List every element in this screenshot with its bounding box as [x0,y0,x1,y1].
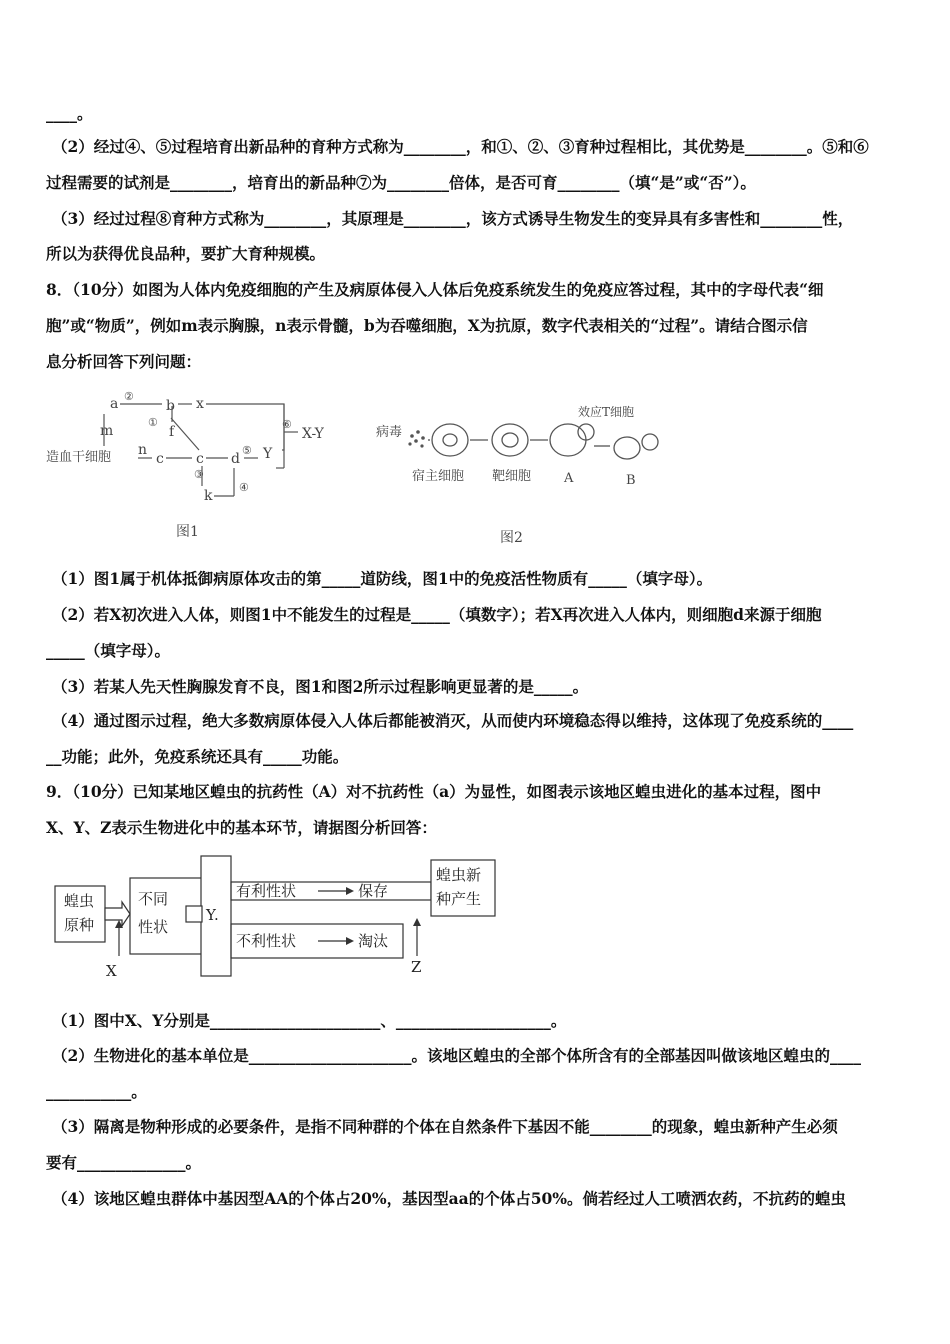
text-line: （3）隔离是物种形成的必要条件，是指不同种群的个体在自然条件下基因不能________的现象，蝗虫新种产生必须 [52,1117,838,1136]
text-line: __功能；此外，免疫系统还具有_____功能。 [46,747,349,766]
label-eliminate: 淘汰 [358,932,389,950]
fig2-cell-B [614,437,640,459]
label-Y: Y. [206,906,219,924]
question-9-stem: 9．（10分）已知某地区蝗虫的抗药性（A）对不抗药性（a）为显性，如图表示该地区蝗虫进化的基本过程，图中 [46,782,822,801]
fig1-label-XY: X-Y [302,426,324,442]
label-origin-1: 蝗虫 [64,892,95,910]
label-favorable: 有利性状 [236,882,297,900]
label-different-1: 不同 [138,890,169,908]
fig2-host-cell [432,424,468,456]
hollow-arrow [105,902,130,926]
text-line: 胞”或“物质”，例如m表示胸腺，n表示骨髓，b为吞噬细胞，X为抗原，数字代表相关的“过程”。请结合图示信 [46,316,808,335]
label-X: X [106,962,117,980]
fig1-process-1: ① [148,416,158,429]
fig1-label-f: f [169,424,175,440]
text-line: （3）经过过程⑧育种方式称为________，其原理是________，该方式诱导生物发生的变异具有多害性和________性， [52,209,854,228]
fig2-target-cell [492,424,528,456]
text-line: （2）经过④、⑤过程培育出新品种的育种方式称为________，和①、②、③育种过程相比，其优势是________。⑤和⑥ [52,137,869,156]
question-8-stem: 8．（10分）如图为人体内免疫细胞的产生及病原体侵入人体后免疫系统发生的免疫应答过程，其中的字母代表“细 [46,280,824,299]
fig1-label-k: k [204,488,213,504]
label-unfavorable: 不利性状 [236,932,297,950]
figure-3-evolution-diagram [52,852,500,980]
label-origin-2: 原种 [64,916,95,934]
label-Z: Z [411,958,422,976]
fig1-process-5: ⑤ [242,444,252,457]
figure-1-immune-diagram [44,388,354,548]
figure-2-cell-diagram [372,396,672,548]
text-line: （3）若某人先天性胸腺发育不良，图1和图2所示过程影响更显著的是_____。 [52,677,589,696]
fig1-label-Y: Y [263,446,273,462]
fig2-cell-A [550,424,586,456]
fig2-label-target: 靶细胞 [492,469,532,484]
fig1-label-m: m [100,423,114,439]
fig2-label-host: 宿主细胞 [412,469,465,484]
text-line: X、Y、Z表示生物进化中的基本环节，请据图分析回答： [46,818,437,837]
fig1-process-6: ⑥ [282,418,292,431]
fig1-process-3: ③ [194,468,204,481]
text-line: _____（填字母）。 [46,641,171,660]
fig2-cell-B-fragment [642,434,658,450]
fig1-label-source: 造血干细胞 [46,450,112,465]
fig1-caption: 图1 [176,524,199,540]
text-line: （4）该地区蝗虫群体中基因型AA的个体占20%，基因型aa的个体占50%。倘若经过人工喷洒农药，不抗药的蝗虫 [52,1189,847,1208]
text-line: 息分析回答下列问题： [46,352,202,371]
label-different-2: 性状 [138,918,169,936]
text-line: 所以为获得优良品种，要扩大育种规模。 [46,244,326,263]
fig1-process-2: ② [124,390,134,403]
label-keep: 保存 [358,882,389,900]
text-line: 要有______________。 [46,1153,202,1172]
box-small [186,906,202,922]
text-line: （1）图1属于机体抵御病原体攻击的第_____道防线，图1中的免疫活性物质有_____（填字母）。 [52,569,713,588]
text-line: （2）若X初次进入人体，则图1中不能发生的过程是_____（填数字）；若X再次进入人体内，则细胞d来源于细胞 [52,605,822,624]
fig2-target-nucleus [502,433,518,447]
fig2-caption: 图2 [500,530,523,546]
text-line: （2）生物进化的基本单位是_____________________。该地区蝗虫的全部个体所含有的全部基因叫做该地区蝗虫的____ [52,1046,862,1065]
fig2-host-nucleus [443,434,457,446]
text-line: ___________。 [46,1082,147,1101]
label-new-2: 种产生 [436,890,482,908]
fig1-label-x: x [196,396,204,412]
fig1-label-b: b [166,398,175,414]
arrowhead [413,918,421,926]
text-line: （1）图中X、Y分别是______________________、____________________。 [52,1011,567,1030]
label-new-1: 蝗虫新 [436,866,482,884]
text-line: 过程需要的试剂是________，培育出的新品种⑦为________倍体，是否可育________（填“是”或“否”）。 [46,173,756,192]
fig1-process-4: ④ [239,481,249,494]
fig2-label-virus: 病毒 [376,425,403,440]
fig2-label-A: A [564,471,574,486]
arrowhead [346,887,354,895]
arrowhead [346,937,354,945]
fig1-label-a: a [110,396,119,412]
text-line: ____。 [46,104,93,123]
fig2-virus-dots [408,430,424,447]
fig1-label-c-left: c [156,451,164,467]
fig1-label-n: n [138,442,148,458]
fig1-label-d: d [231,451,240,467]
fig2-label-effector: 效应T细胞 [578,405,635,419]
text-line: （4）通过图示过程，绝大多数病原体侵入人体后都能被消灭，从而使内环境稳态得以维持，这体现了免疫系统的____ [52,711,854,730]
fig2-label-B: B [626,473,636,488]
fig1-label-c-right: c [196,451,204,467]
